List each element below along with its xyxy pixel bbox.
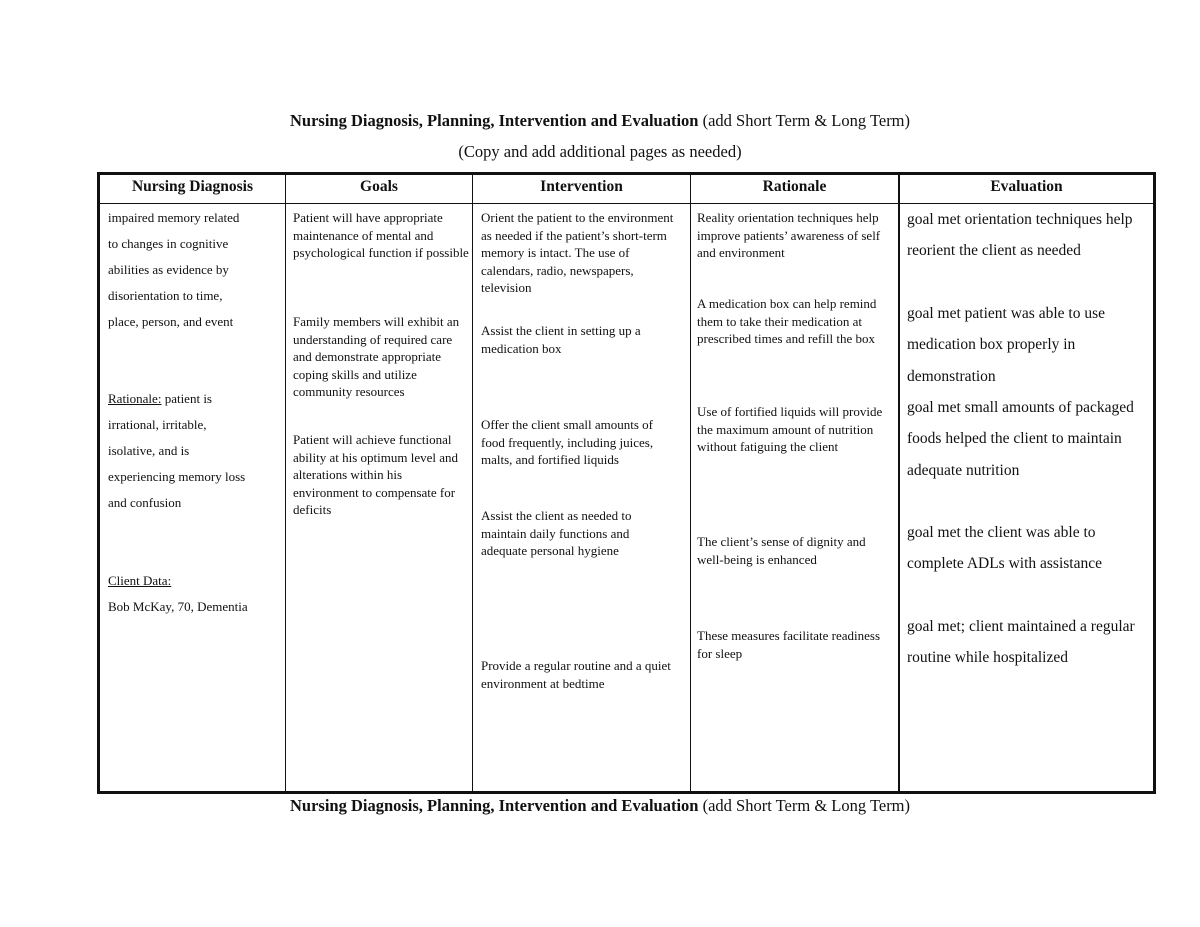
page-title-bold: Nursing Diagnosis, Planning, Intervention and Evaluation	[289, 111, 699, 130]
diagnosis-cell	[108, 205, 284, 335]
header-evaluation: Evaluation	[990, 178, 1063, 195]
care-plan-table	[97, 172, 1156, 794]
column-goals	[286, 175, 472, 791]
rationale-label: Rationale:	[108, 391, 162, 406]
column-rationale	[691, 175, 898, 791]
intervention-item: Assist the client in setting up a medication box	[481, 323, 641, 356]
header-nursing-diagnosis: Nursing Diagnosis	[131, 178, 254, 195]
goal-item: Patient will have appropriate maintenance of mental and psychological function if possible	[293, 210, 469, 260]
header-goals: Goals	[360, 178, 398, 195]
header-intervention: Intervention	[540, 178, 623, 195]
page-subtitle: (Copy and add additional pages as needed)	[458, 142, 742, 161]
footer-title-rest: (add Short Term & Long Term)	[698, 796, 911, 815]
rationale-item: Reality orientation techniques help improve patients’ awareness of self and environment	[697, 210, 881, 260]
client-data-value: Bob McKay, 70, Dementia	[108, 599, 248, 614]
intervention-item: Assist the client as needed to maintain daily functions and adequate personal hygiene	[481, 508, 632, 558]
column-nursing-diagnosis	[100, 175, 285, 791]
footer-title-bold: Nursing Diagnosis, Planning, Intervention and Evaluation	[289, 796, 699, 815]
evaluation-item: goal met; client maintained a regular routine while hospitalized	[907, 618, 1135, 667]
diagnosis-line: place, person, and event	[108, 314, 234, 329]
goal-item: Family members will exhibit an understanding of required care and demonstrate appropriate coping skills and utilize community resources	[293, 314, 460, 399]
evaluation-item: goal met small amounts of packaged foods helped the client to maintain adequate nutrition	[907, 399, 1134, 479]
column-evaluation	[900, 175, 1153, 791]
rationale-item: Use of fortified liquids will provide the maximum amount of nutrition without fatiguing the client	[697, 404, 883, 454]
rationale-item: These measures facilitate readiness for sleep	[697, 628, 880, 661]
intervention-item: Orient the patient to the environment as needed if the patient’s short-term memory is intact. The use of calendars, radio, newspapers, television	[481, 210, 674, 295]
goal-item: Patient will achieve functional ability at his optimum level and alterations within his environment to compensate for deficits	[293, 432, 459, 517]
diagnosis-line: to changes in cognitive	[108, 236, 229, 251]
client-data	[108, 568, 284, 620]
diagnosis-line: abilities as evidence by	[108, 262, 229, 277]
rationale-item: A medication box can help remind them to take their medication at prescribed times and refill the box	[697, 296, 877, 346]
diagnosis-line: disorientation to time,	[108, 288, 223, 303]
intervention-item: Offer the client small amounts of food frequently, including juices, malts, and fortified liquids	[481, 417, 654, 467]
rationale-line: and confusion	[108, 495, 182, 510]
footer-title	[0, 796, 1200, 816]
evaluation-item: goal met the client was able to complete ADLs with assistance	[907, 524, 1102, 573]
column-intervention	[473, 175, 690, 791]
rationale-line: experiencing memory loss	[108, 469, 246, 484]
page-title	[0, 111, 1200, 131]
page-title-rest: (add Short Term & Long Term)	[698, 111, 911, 130]
rationale-line: isolative, and is	[108, 443, 190, 458]
header-rationale: Rationale	[762, 178, 827, 195]
rationale-line: irrational, irritable,	[108, 417, 207, 432]
evaluation-item: goal met orientation techniques help reorient the client as needed	[907, 211, 1133, 260]
evaluation-item: goal met patient was able to use medication box properly in demonstration	[907, 305, 1105, 385]
client-data-label: Client Data:	[108, 573, 172, 588]
rationale-line: patient is	[161, 391, 212, 406]
diagnosis-rationale	[108, 386, 284, 516]
intervention-item: Provide a regular routine and a quiet environment at bedtime	[481, 658, 671, 691]
diagnosis-line: impaired memory related	[108, 210, 240, 225]
rationale-item: The client’s sense of dignity and well-being is enhanced	[697, 534, 866, 567]
